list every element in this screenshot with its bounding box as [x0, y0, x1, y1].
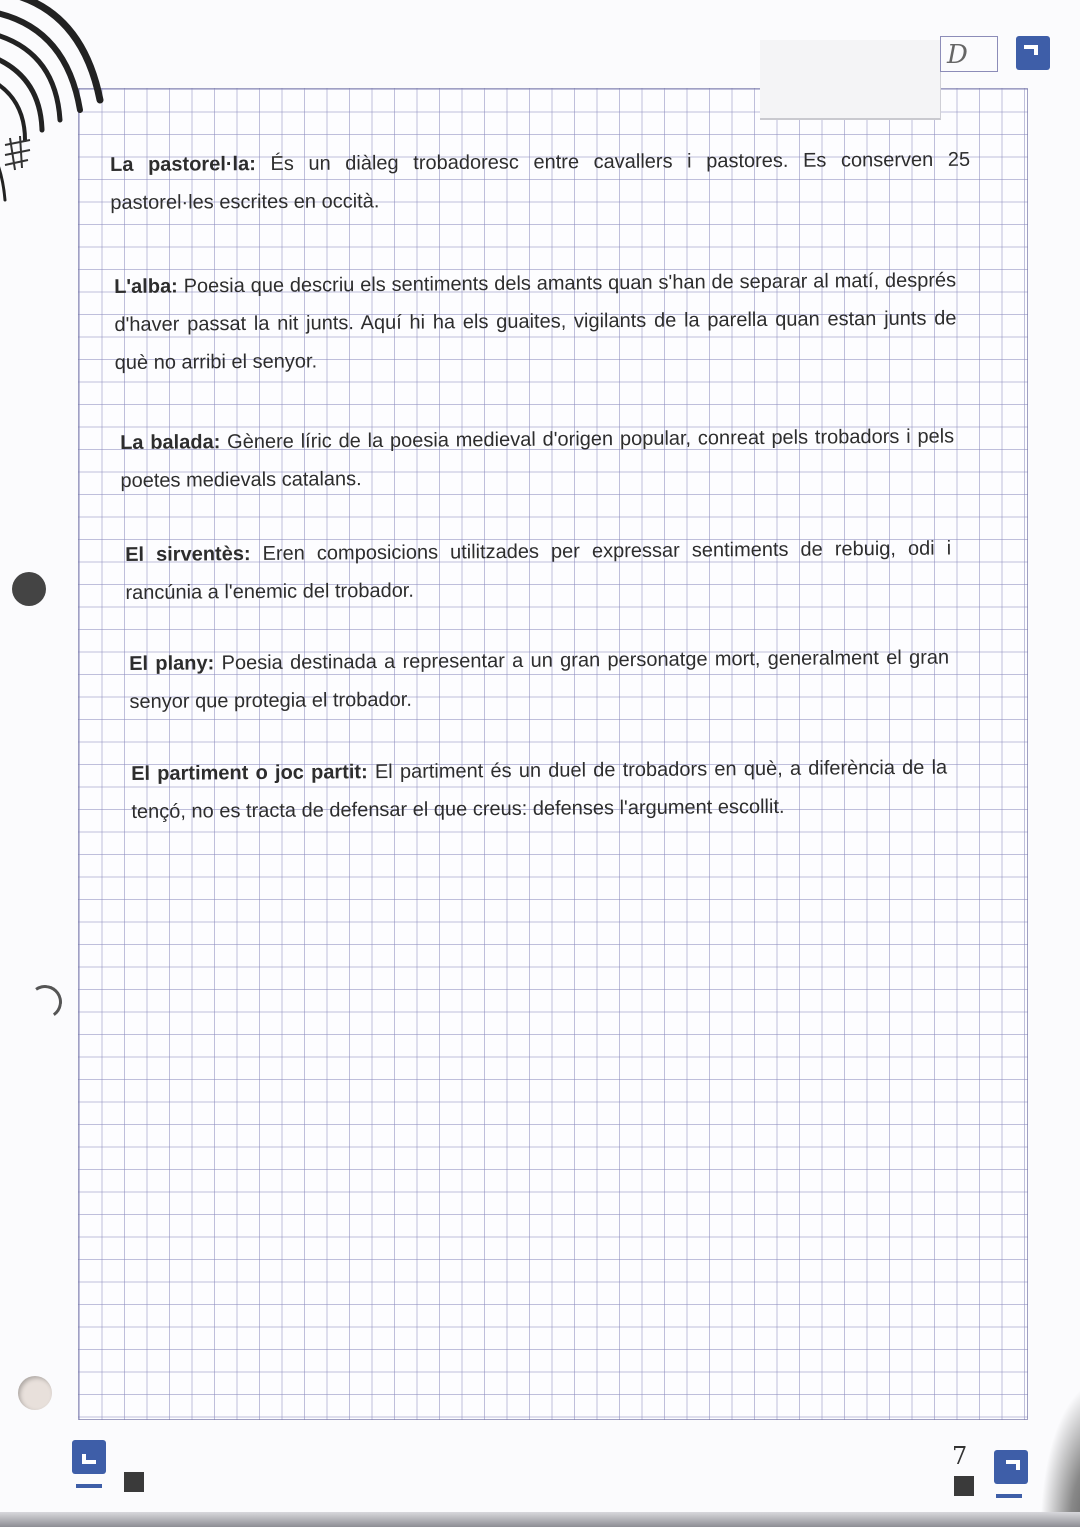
punch-hole [12, 572, 46, 606]
definition-entry [110, 141, 970, 222]
entry-definition: Poesia que descriu els sentiments dels amants quan s'han de separar al matí, després d'haver passat la nit junts. Aquí hi ha els guaites, vigilants de la parella quan estan junts de què no arribi el senyor. [114, 269, 957, 374]
date-box-text: D [947, 40, 968, 70]
bottom-right-corner-icon [994, 1450, 1028, 1484]
entry-definition: El partiment és un duel de trobadors en què, a diferència de la tençó, no es tracta de defensar el que creus: defenses l'argument escollit. [131, 756, 948, 823]
entry-term: La balada: [120, 431, 221, 454]
entry-definition: Eren composicions utilitzades per expressar sentiments de rebuig, odi i rancúnia a l'enemic del trobador. [125, 537, 952, 604]
bottom-left-dash [76, 1484, 102, 1488]
entry-term: El partiment o joc partit: [131, 761, 368, 785]
entry-term: El sirventès: [125, 543, 251, 566]
spiral-binding-icon [0, 0, 120, 230]
bottom-right-square-mark [954, 1476, 974, 1496]
bottom-left-square-mark [124, 1472, 144, 1492]
date-box [940, 36, 998, 72]
entry-term: L'alba: [114, 275, 178, 298]
tape-patch [760, 40, 941, 120]
definition-entry [125, 530, 952, 612]
entry-term: La pastorel·la: [110, 153, 256, 176]
punch-hole-arc [25, 982, 64, 1021]
page-number: 7 [952, 1442, 968, 1470]
bottom-left-corner-icon [72, 1440, 106, 1474]
bottom-edge-shadow [0, 1512, 1080, 1527]
entry-definition: Poesia destinada a representar a un gran personatge mort, generalment el gran senyor que protegia el trobador. [129, 646, 950, 713]
definition-entry [120, 417, 955, 500]
definition-entry [129, 639, 950, 721]
entry-definition: Gènere líric de la poesia medieval d'origen popular, conreat pels trobadors i pels poetes medievals catalans. [120, 425, 955, 492]
punch-hole [18, 1376, 52, 1410]
entry-term: El plany: [129, 652, 215, 675]
entry-definition: És un diàleg trobadoresc entre cavallers i pastores. Es conserven 25 pastorel·les escrites en occità. [110, 148, 971, 214]
top-right-corner-icon [1016, 36, 1050, 70]
definition-entry [114, 261, 957, 382]
definition-entry [131, 749, 948, 831]
page-curl-shadow [1040, 1380, 1080, 1527]
bottom-right-dash [996, 1494, 1022, 1498]
